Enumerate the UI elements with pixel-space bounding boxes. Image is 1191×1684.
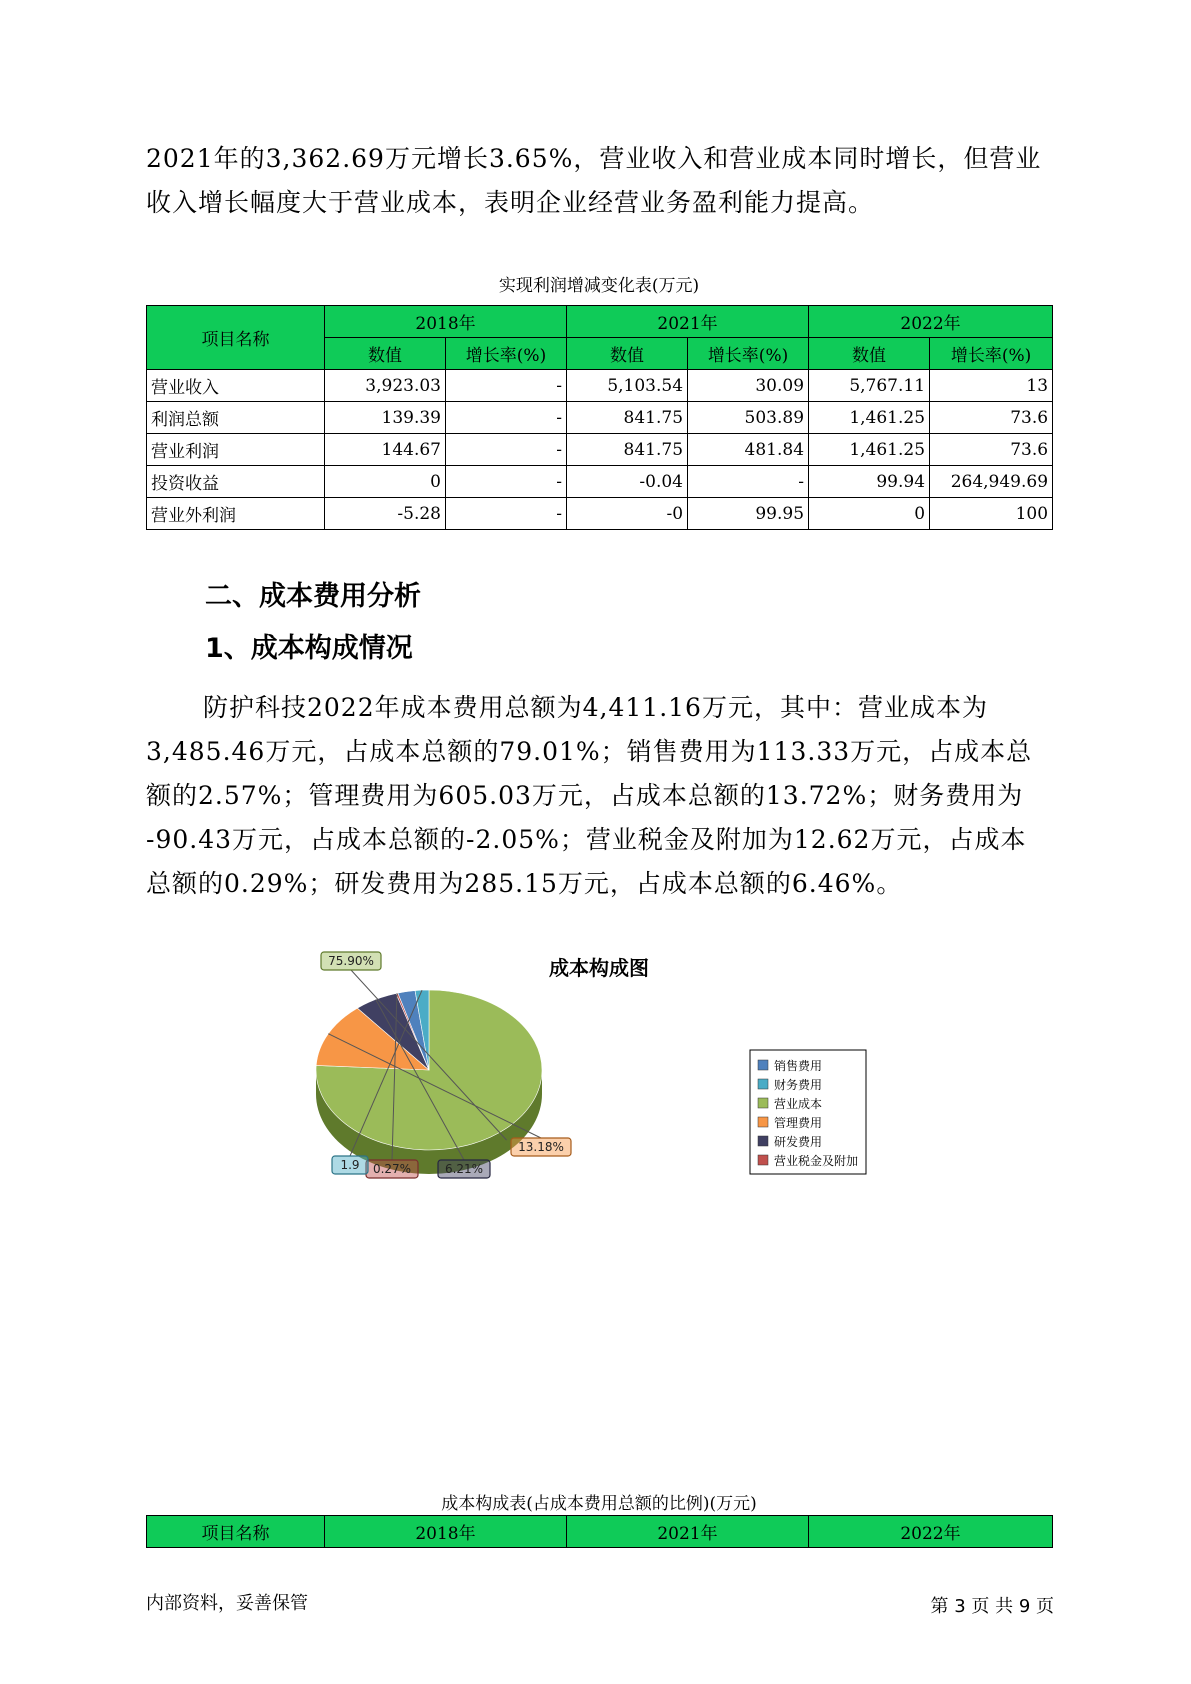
pie-data-label: 0.27% (372, 1162, 412, 1176)
legend-label: 管理费用 (774, 1116, 823, 1130)
legend-label: 财务费用 (774, 1078, 823, 1092)
cell: 264,949.69 (930, 466, 1053, 498)
cost-para-line-5: 总额的0.29%；研发费用为285.15万元，占成本总额的6.46%。 (146, 869, 903, 898)
col-header-year: 2022年 (809, 306, 1053, 338)
cell: 1,461.25 (809, 402, 930, 434)
cell: - (446, 434, 567, 466)
col-header-year: 2021年 (567, 1516, 809, 1548)
row-name: 营业收入 (147, 370, 325, 402)
legend-swatch (758, 1079, 768, 1089)
cell: 13 (930, 370, 1053, 402)
col-header-value: 数值 (809, 338, 930, 370)
col-header-rate: 增长率(%) (688, 338, 809, 370)
cell: - (688, 466, 809, 498)
table-row (147, 370, 1053, 402)
legend-swatch (758, 1060, 768, 1070)
cost-para-line-1: 防护科技2022年成本费用总额为4,411.16万元，其中：营业成本为 (203, 693, 988, 722)
row-name: 投资收益 (147, 466, 325, 498)
cell: 0 (809, 498, 930, 530)
col-header-value: 数值 (325, 338, 446, 370)
legend-swatch (758, 1155, 768, 1165)
legend-label: 研发费用 (774, 1135, 823, 1149)
subsection-heading: 1、成本构成情况 (205, 633, 413, 664)
profit-table-caption: 实现利润增减变化表(万元) (498, 276, 700, 296)
profit-table (146, 305, 1053, 530)
col-header-rate: 增长率(%) (930, 338, 1053, 370)
cell: 481.84 (688, 434, 809, 466)
legend-swatch (758, 1098, 768, 1108)
table-row (147, 498, 1053, 530)
cell: 503.89 (688, 402, 809, 434)
legend-swatch (758, 1136, 768, 1146)
cell: 100 (930, 498, 1053, 530)
pie-data-label: 6.21% (444, 1162, 484, 1176)
cell: - (446, 466, 567, 498)
cell: 30.09 (688, 370, 809, 402)
pie-data-label: 13.18% (518, 1140, 564, 1154)
row-name: 营业外利润 (147, 498, 325, 530)
section-heading: 二、成本费用分析 (205, 581, 421, 612)
cell: - (446, 402, 567, 434)
intro-line-2: 收入增长幅度大于营业成本，表明企业经营业务盈利能力提高。 (146, 188, 875, 217)
pie-data-label: 75.90% (328, 954, 374, 968)
chart-title: 成本构成图 (549, 956, 649, 980)
cell: 99.95 (688, 498, 809, 530)
col-header-name: 项目名称 (147, 306, 325, 370)
cell: 73.6 (930, 402, 1053, 434)
cost-para-line-2: 3,485.46万元，占成本总额的79.01%；销售费用为113.33万元，占成本总 (146, 737, 1033, 766)
cost-table-caption: 成本构成表(占成本费用总额的比例)(万元) (441, 1494, 757, 1514)
cell: 841.75 (567, 434, 688, 466)
col-header-rate: 增长率(%) (446, 338, 567, 370)
cell: 5,103.54 (567, 370, 688, 402)
cost-para-line-3: 额的2.57%；管理费用为605.03万元，占成本总额的13.72%；财务费用为 (146, 781, 1024, 810)
table-row (147, 434, 1053, 466)
cell: 841.75 (567, 402, 688, 434)
cell: -5.28 (325, 498, 446, 530)
pie-data-label: 1.9 (340, 1158, 360, 1172)
table-row (147, 402, 1053, 434)
legend-swatch (758, 1117, 768, 1127)
cell: 139.39 (325, 402, 446, 434)
table-row (147, 466, 1053, 498)
cell: 0 (325, 466, 446, 498)
legend-label: 销售费用 (774, 1059, 823, 1073)
col-header-year: 2021年 (567, 306, 809, 338)
col-header-name: 项目名称 (147, 1516, 325, 1548)
cell: -0 (567, 498, 688, 530)
footer-left: 内部资料，妥善保管 (146, 1593, 308, 1614)
cost-table (146, 1515, 1053, 1548)
legend-label: 营业税金及附加 (774, 1154, 859, 1168)
cell: 3,923.03 (325, 370, 446, 402)
row-name: 利润总额 (147, 402, 325, 434)
col-header-year: 2018年 (325, 306, 567, 338)
row-name: 营业利润 (147, 434, 325, 466)
legend-label: 营业成本 (774, 1097, 823, 1111)
col-header-year: 2018年 (325, 1516, 567, 1548)
intro-line-1: 2021年的3,362.69万元增长3.65%，营业收入和营业成本同时增长，但营业 (146, 144, 1042, 173)
cell: 99.94 (809, 466, 930, 498)
cell: -0.04 (567, 466, 688, 498)
col-header-value: 数值 (567, 338, 688, 370)
cell: - (446, 370, 567, 402)
cell: - (446, 498, 567, 530)
cost-para-line-4: -90.43万元，占成本总额的-2.05%；营业税金及附加为12.62万元，占成本 (146, 825, 1027, 854)
cell: 1,461.25 (809, 434, 930, 466)
footer-page-number: 第 3 页 共 9 页 (930, 1596, 1054, 1617)
cell: 73.6 (930, 434, 1053, 466)
col-header-year: 2022年 (809, 1516, 1053, 1548)
cell: 144.67 (325, 434, 446, 466)
cell: 5,767.11 (809, 370, 930, 402)
